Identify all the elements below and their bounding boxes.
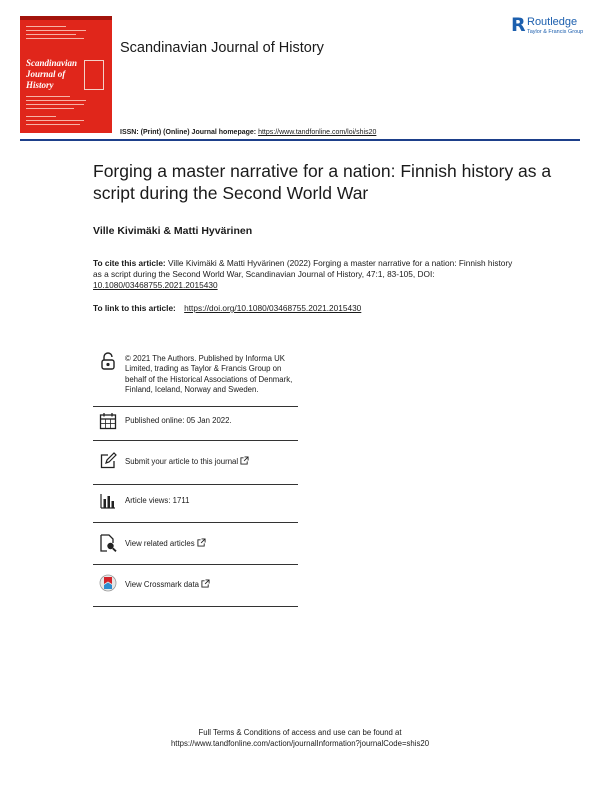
crossmark-link[interactable] (125, 579, 295, 590)
published-row (93, 412, 298, 434)
submit-article-label: Submit your article to this journal (125, 457, 239, 466)
footer-terms-text: Full Terms & Conditions of access and use can be found at (198, 728, 402, 737)
citation-block (93, 258, 513, 291)
crossmark-label: View Crossmark data (125, 580, 199, 589)
info-divider (93, 440, 298, 441)
search-document-icon (99, 534, 117, 552)
cover-text-line (26, 104, 84, 105)
cover-text-line (26, 96, 70, 97)
info-divider (93, 522, 298, 523)
crossmark-row[interactable] (93, 574, 298, 598)
article-authors: Ville Kivimäki & Matti Hyvärinen (93, 225, 253, 237)
cover-text-line (26, 30, 86, 31)
link-label: To link to this article: (93, 303, 176, 313)
external-link-icon (197, 538, 206, 547)
related-row[interactable] (93, 534, 298, 556)
cover-title-line: History (26, 80, 54, 90)
crossmark-icon (99, 574, 117, 592)
submit-row[interactable] (93, 452, 298, 474)
citation-doi-link[interactable]: 10.1080/03468755.2021.2015430 (93, 280, 218, 290)
routledge-logo-icon: R (511, 14, 526, 36)
cover-emblem (84, 60, 104, 90)
license-text: © 2021 The Authors. Published by Informa UK Limited, trading as Taylor & Francis Group on behalf of the Historical Associations of Denmark, Finland, Iceland, Norway and Sweden. (125, 354, 293, 394)
external-link-icon (201, 579, 210, 588)
journal-cover-image (20, 16, 112, 133)
license-row (93, 352, 298, 404)
citation-text: Ville Kivimäki & Matti Hyvärinen (2022) Forging a master narrative for a nation: Finnish history as a script during the Second World War, Scandinavian Journal of History, 47:1, 83-105, DOI: (93, 258, 513, 279)
views-row (93, 492, 298, 514)
cover-text-line (26, 38, 84, 39)
cover-text-line (26, 108, 74, 109)
cover-title-line: Scandinavian (26, 58, 78, 68)
cover-text-line (26, 120, 84, 121)
info-divider (93, 406, 298, 407)
info-divider (93, 606, 298, 607)
journal-title: Scandinavian Journal of History (120, 40, 324, 56)
cover-text-line (26, 26, 66, 27)
footer (0, 727, 600, 749)
related-articles-label: View related articles (125, 539, 195, 548)
cover-text-line (26, 116, 56, 117)
cover-title-line: Journal of (26, 69, 66, 79)
info-divider (93, 484, 298, 485)
article-link-line (93, 303, 361, 313)
info-divider (93, 564, 298, 565)
citation-label: To cite this article: (93, 258, 166, 268)
open-access-icon (99, 352, 117, 370)
calendar-icon (99, 412, 117, 430)
journal-homepage-link[interactable]: https://www.tandfonline.com/loi/shis20 (258, 129, 377, 136)
issn-line (120, 129, 376, 136)
related-articles-link[interactable] (125, 538, 295, 549)
issn-label: ISSN: (Print) (Online) Journal homepage: (120, 129, 257, 136)
header-rule (20, 139, 580, 141)
publisher-tagline: Taylor & Francis Group (527, 29, 584, 35)
article-doi-url[interactable]: https://doi.org/10.1080/03468755.2021.2015430 (184, 303, 362, 313)
bar-chart-icon (99, 492, 117, 510)
article-title: Forging a master narrative for a nation: Finnish history as a script during the Second World War (93, 161, 552, 203)
cover-top-strip (20, 16, 112, 20)
external-link-icon (240, 456, 249, 465)
publisher-name: Routledge (527, 16, 578, 28)
cover-text-line (26, 124, 80, 125)
edit-icon (99, 452, 117, 470)
cover-title (26, 58, 82, 91)
submit-article-link[interactable] (125, 456, 295, 467)
article-views: Article views: 1711 (125, 496, 190, 505)
cover-text-line (26, 100, 86, 101)
cover-text-line (26, 34, 76, 35)
published-date: Published online: 05 Jan 2022. (125, 416, 232, 425)
footer-terms-link[interactable]: https://www.tandfonline.com/action/journalInformation?journalCode=shis20 (170, 739, 430, 748)
